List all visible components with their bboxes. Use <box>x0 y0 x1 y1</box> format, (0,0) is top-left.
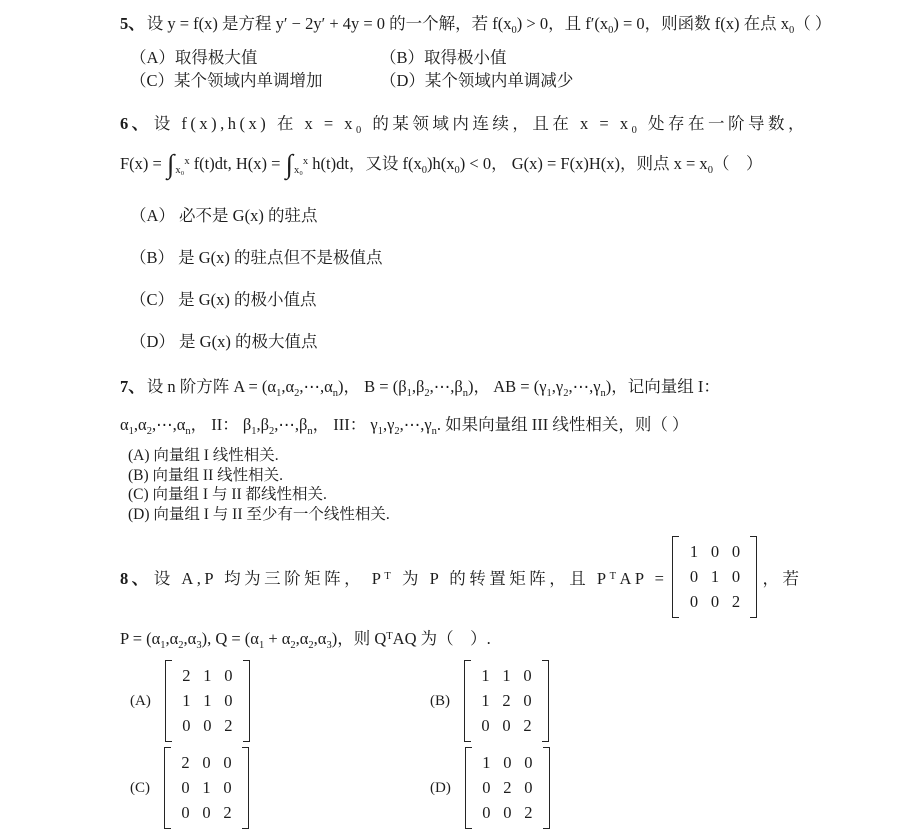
matrix-cell: 0 <box>523 691 532 710</box>
question-8-option-d-matrix <box>465 747 550 829</box>
question-7-option-d: (D) 向量组 I 与 II 至少有一个线性相关. <box>128 505 390 523</box>
question-6-stem-text2: $F(x) = \int_{x_0}^x$ f(t)dt, $H(x) = \int_{x_0}^x$ h(t)dt，又设 $f(x_0)h(x_0) < 0$， G(x) = F(x)H(x)，则点 $x = x_0$（ ） <box>120 149 763 179</box>
question-7-stem-line2 <box>120 412 874 438</box>
matrix-cell: 2 <box>182 666 191 685</box>
question-8-stem-before <box>120 565 667 589</box>
matrix-cell: 2 <box>181 753 190 772</box>
question-7-stem-text2: $\alpha_1,\alpha_2,\cdots,\alpha_n$， II： $\beta_1,\beta_2,\cdots,\beta_n$， III： $\gamma_1,\gamma_2,\cdots,\gamma_n$. 如果向量组 III 线性相关，则（ ） <box>120 415 689 437</box>
question-5-stem <box>120 12 874 36</box>
matrix-cell: 2 <box>523 716 532 735</box>
question-7-option-c: (C) 向量组 I 与 II 都线性相关. <box>128 486 327 503</box>
matrix-cell: 1 <box>689 542 699 561</box>
matrix-cell: 2 <box>223 803 232 822</box>
matrix-cell: 0 <box>181 778 190 797</box>
matrix-cell: 0 <box>731 567 741 586</box>
question-5-stem-text: 设 y = f(x) 是方程 y′ − 2y′ + 4y = 0 的一个解，若 $f(x_0) > 0$，且 $f'(x_0) = 0$，则函数 f(x) 在点 $x_0$（ ） <box>146 14 832 36</box>
question-8-option-b-label: (B) <box>430 692 450 709</box>
matrix-cell: 1 <box>502 666 511 685</box>
question-8-option-d-label: (D) <box>430 779 451 796</box>
question-8-option-a <box>130 660 430 742</box>
question-6-stem-line2 <box>120 144 874 184</box>
question-7 <box>120 374 874 524</box>
matrix-cell: 0 <box>502 716 511 735</box>
matrix-cell: 2 <box>503 778 512 797</box>
matrix-cell: 2 <box>731 592 741 611</box>
matrix-cell: 0 <box>223 778 232 797</box>
matrix-cell: 0 <box>731 542 741 561</box>
matrix-cell: 1 <box>481 691 490 710</box>
matrix-cell: 0 <box>202 803 211 822</box>
matrix-cell: 0 <box>182 716 191 735</box>
question-8-stem-after: ，若 <box>762 569 803 588</box>
question-6-option-b: （B） 是 G(x) 的驻点但不是极值点 <box>130 248 383 267</box>
question-7-option-a: (A) 向量组 I 线性相关. <box>128 447 279 464</box>
matrix-cell: 1 <box>203 666 212 685</box>
question-8-options <box>120 660 874 829</box>
matrix-cell: 1 <box>481 666 490 685</box>
question-6 <box>120 112 874 352</box>
matrix-cell: 0 <box>482 803 491 822</box>
question-5-option-d: （D）某个领域内单调减少 <box>380 71 574 90</box>
matrix-cell: 2 <box>502 691 511 710</box>
question-8-number: 8、 <box>120 569 152 588</box>
question-8-stem-line2 <box>120 626 874 652</box>
question-8-option-b <box>430 660 874 742</box>
matrix-cell: 0 <box>224 691 233 710</box>
question-5-option-b: （B）取得极小值 <box>380 48 507 67</box>
matrix-cell: 1 <box>203 691 212 710</box>
matrix-cell: 0 <box>481 716 490 735</box>
question-8-stem <box>120 536 874 618</box>
question-5 <box>120 12 874 92</box>
question-8-stem-text2: $P = (\alpha_1,\alpha_2,\alpha_3)$, $Q = (\alpha_1 + \alpha_2,\alpha_2,\alpha_3)$，则 $Q^TAQ$ 为（ ）. <box>120 629 491 651</box>
question-6-option-c: （C） 是 G(x) 的极小值点 <box>130 290 317 309</box>
question-8-option-c-label: (C) <box>130 779 150 796</box>
question-8-option-c <box>130 747 430 829</box>
matrix-cell: 0 <box>523 666 532 685</box>
question-6-option-d: （D） 是 G(x) 的极大值点 <box>130 332 318 351</box>
matrix-cell: 0 <box>524 778 533 797</box>
matrix-cell: 0 <box>689 592 699 611</box>
matrix-cell: 0 <box>524 753 533 772</box>
question-8-option-b-matrix <box>464 660 549 742</box>
matrix-cell: 0 <box>181 803 190 822</box>
matrix-cell: 0 <box>710 542 720 561</box>
question-8-option-c-matrix <box>164 747 249 829</box>
matrix-cell: 1 <box>202 778 211 797</box>
matrix-cell: 1 <box>710 567 720 586</box>
matrix-cell: 0 <box>503 803 512 822</box>
matrix-cell: 0 <box>224 666 233 685</box>
question-8 <box>120 536 874 829</box>
matrix-cell: 0 <box>223 753 232 772</box>
question-8-stem-before-text: 设 A,P 均为三阶矩阵， $P^T$ 为 P 的转置矩阵，且 $P^TAP$ = <box>153 569 668 588</box>
question-8-stem-matrix <box>672 536 757 618</box>
question-5-option-c: （C）某个领域内单调增加 <box>130 71 323 90</box>
matrix-cell: 0 <box>202 753 211 772</box>
question-8-option-a-label: (A) <box>130 692 151 709</box>
question-7-stem-line1 <box>120 374 874 400</box>
question-5-option-a: （A）取得极大值 <box>130 48 258 67</box>
question-7-options <box>120 446 874 524</box>
question-8-option-d <box>430 747 874 829</box>
question-5-number: 5、 <box>120 14 145 33</box>
matrix-cell: 0 <box>203 716 212 735</box>
question-6-number: 6、 <box>120 114 152 133</box>
question-8-option-a-matrix <box>165 660 250 742</box>
question-7-option-b: (B) 向量组 II 线性相关. <box>128 466 283 484</box>
question-6-stem-text1: 设 f(x),h(x) 在 $x = x_0$ 的某领域内连续，且在 $x = x_0$ 处存在一阶导数， <box>153 114 808 136</box>
matrix-cell: 1 <box>182 691 191 710</box>
matrix-cell: 0 <box>689 567 699 586</box>
matrix-cell: 1 <box>482 753 491 772</box>
question-7-number: 7、 <box>120 377 145 396</box>
matrix-cell: 0 <box>710 592 720 611</box>
question-6-option-a: （A） 必不是 G(x) 的驻点 <box>130 206 318 225</box>
matrix-cell: 2 <box>524 803 533 822</box>
matrix-cell: 0 <box>503 753 512 772</box>
question-5-options <box>120 46 874 92</box>
question-6-stem-line1 <box>120 112 874 136</box>
matrix-cell: 2 <box>224 716 233 735</box>
question-7-stem-text1: 设 n 阶方阵 $A = (\alpha_1,\alpha_2,\cdots,\alpha_n)$， $B = (\beta_1,\beta_2,\cdots,\beta_n)$， AB = $(\gamma_1,\gamma_2,\cdots,\gamma_n)$，记向量组 I： <box>146 377 720 399</box>
matrix-cell: 0 <box>482 778 491 797</box>
